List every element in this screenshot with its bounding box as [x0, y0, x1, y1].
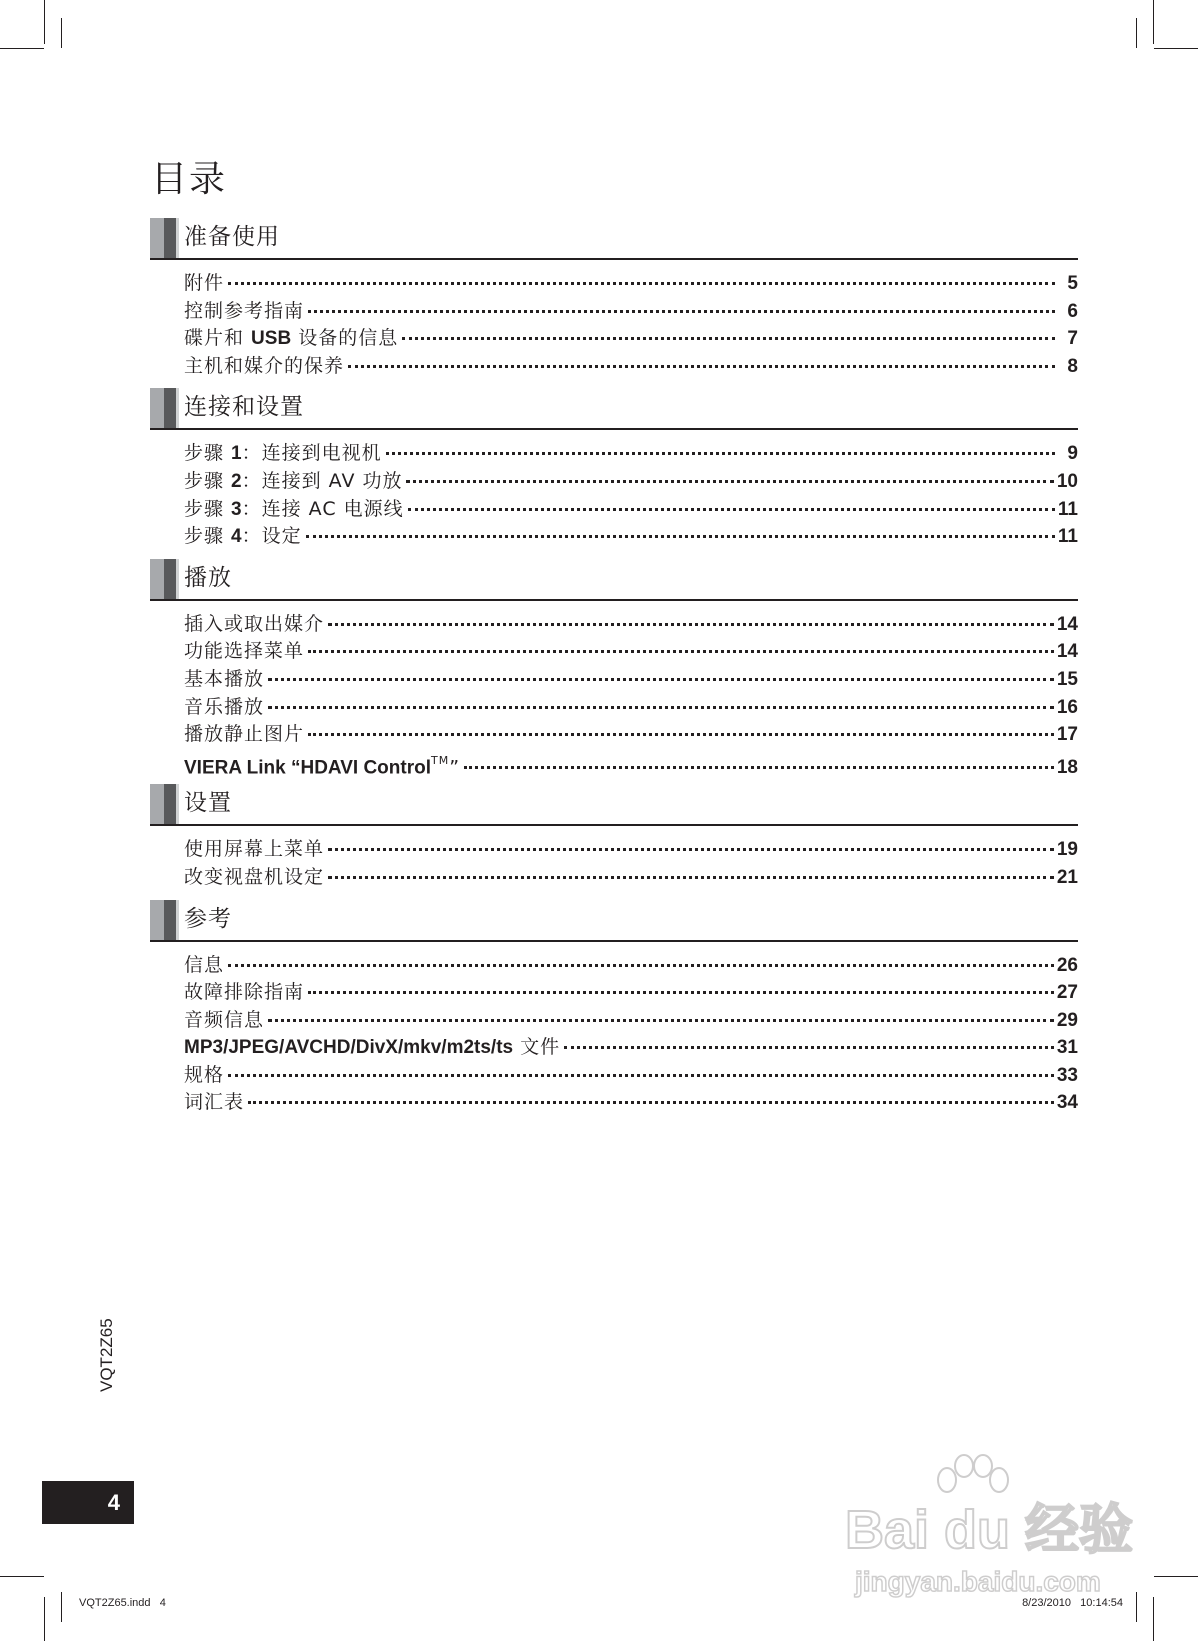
- toc-page-number: 15: [1056, 668, 1078, 690]
- toc-entry-bold-text: VIERA Link “HDAVI Control: [184, 757, 431, 779]
- section-header: [150, 218, 1078, 260]
- toc-entry-label: [184, 270, 224, 298]
- dot-leader: [308, 987, 1054, 994]
- toc-entry[interactable]: [184, 836, 1078, 864]
- toc-entry[interactable]: [184, 468, 1078, 496]
- page-title: 目录: [151, 159, 228, 200]
- toc-page-number: 34: [1056, 1092, 1078, 1114]
- toc-page-number: 18: [1056, 757, 1078, 779]
- toc-entry-text: 播放静止图片: [184, 723, 305, 746]
- toc-entry-text: 音乐播放: [184, 695, 265, 718]
- section-marker: [164, 559, 176, 599]
- toc-entry-text: 信息: [184, 953, 225, 976]
- toc-entry-bold-text: 4: [231, 526, 242, 548]
- toc-page-number: 5: [1067, 273, 1078, 294]
- footer-date-info: 8/23/2010 10:14:54: [1022, 1597, 1123, 1609]
- toc-page-number: 17: [1056, 724, 1078, 746]
- toc-entry-list: [150, 611, 1078, 777]
- section-title: 播放: [184, 564, 232, 591]
- toc-page-number: 11: [1057, 498, 1078, 520]
- toc-entry-label: [184, 749, 460, 782]
- section-marker: [150, 559, 164, 599]
- toc-entry-suffix: ：连接 AC 电源线: [241, 497, 404, 520]
- toc-entry[interactable]: [184, 721, 1078, 749]
- toc-entry-text: 插入或取出媒介: [184, 612, 325, 635]
- toc-entry-suffix: 设备的信息: [291, 327, 399, 350]
- section-marker: [150, 900, 164, 940]
- watermark-logo-text: Bai du 经验: [845, 1500, 1134, 1560]
- toc-entry-list: [150, 270, 1078, 380]
- section-header: [150, 559, 1078, 601]
- toc-page-number: 14: [1056, 641, 1078, 663]
- dot-leader: [228, 960, 1054, 967]
- toc-entry[interactable]: [184, 1034, 1078, 1062]
- toc-entry[interactable]: [184, 864, 1078, 892]
- toc-page-number: 16: [1056, 696, 1078, 718]
- toc-entry[interactable]: [184, 440, 1078, 468]
- toc-section: [150, 388, 1078, 550]
- section-marker: [176, 900, 179, 940]
- toc-entry-label: [184, 836, 324, 864]
- dot-leader: [348, 361, 1055, 368]
- toc-entry-text: 步骤: [184, 497, 232, 520]
- toc-entry[interactable]: [184, 979, 1078, 1007]
- toc-entry-text: 词汇表: [184, 1091, 245, 1114]
- section-marker: [176, 784, 179, 824]
- toc-entry[interactable]: [184, 298, 1078, 326]
- section-marker: [150, 388, 164, 428]
- section-title: 设置: [184, 790, 232, 817]
- toc-entry-label: [184, 440, 382, 468]
- toc-page-number: 9: [1067, 443, 1078, 465]
- toc-entry-label: [184, 979, 304, 1007]
- toc-entry-label: [184, 694, 264, 722]
- dot-leader: [228, 1070, 1054, 1077]
- toc-entry-label: [184, 468, 402, 496]
- toc-entry[interactable]: [184, 353, 1078, 381]
- toc-entry[interactable]: [184, 952, 1078, 980]
- toc-page-number: 27: [1056, 982, 1078, 1004]
- toc-entry-list: [150, 836, 1078, 891]
- toc-entry-text: 基本播放: [184, 667, 265, 690]
- toc-entry[interactable]: [184, 694, 1078, 722]
- toc-section: [150, 218, 1078, 380]
- toc-entry-suffix: ：连接到电视机: [241, 442, 382, 465]
- dot-leader: [308, 646, 1054, 653]
- toc-entry-text: 附件: [184, 272, 225, 294]
- toc-entry-label: [184, 721, 304, 749]
- toc-page-number: 21: [1056, 866, 1078, 888]
- watermark: [845, 1450, 1134, 1600]
- toc-entry-label: [184, 325, 398, 353]
- section-marker: [164, 218, 176, 258]
- toc-entry-text: 控制参考指南: [184, 299, 305, 322]
- toc-entry[interactable]: [184, 325, 1078, 353]
- section-marker: [150, 784, 164, 824]
- section-header: [150, 784, 1078, 826]
- toc-entry-text: 主机和媒介的保养: [184, 354, 345, 377]
- section-marker: [164, 784, 176, 824]
- toc-page-number: 14: [1056, 613, 1078, 635]
- toc-entry-text: 音频信息: [184, 1008, 265, 1031]
- dot-leader: [308, 729, 1054, 736]
- dot-leader: [308, 306, 1055, 313]
- section-header: [150, 900, 1078, 942]
- dot-leader: [386, 448, 1055, 455]
- section-marker: [164, 900, 176, 940]
- section-header: [150, 388, 1078, 430]
- dot-leader: [328, 619, 1054, 626]
- page-number: 4: [42, 1481, 134, 1524]
- section-title: 连接和设置: [184, 394, 304, 421]
- toc-entry-text: 改变视盘机设定: [184, 865, 325, 888]
- toc-entry-label: [184, 666, 264, 694]
- watermark-url: jingyan.baidu.com: [855, 1566, 1101, 1597]
- toc-entry-label: [184, 298, 304, 326]
- toc-entry-text: 碟片和: [184, 327, 252, 350]
- section-marker: [176, 559, 179, 599]
- trademark-mark: TM: [431, 753, 450, 767]
- dot-leader: [248, 1097, 1054, 1104]
- toc-entry-text: 规格: [184, 1063, 225, 1086]
- toc-page-number: 8: [1067, 355, 1078, 377]
- toc-entry-text: 使用屏幕上菜单: [184, 838, 325, 861]
- model-code: VQT2Z65: [97, 1318, 116, 1392]
- toc-page-number: 29: [1056, 1009, 1078, 1031]
- toc-entry-text: 故障排除指南: [184, 981, 305, 1004]
- toc-entry-text: 功能选择菜单: [184, 640, 305, 663]
- toc-section: [150, 559, 1078, 777]
- toc-entry-suffix: ：连接到 AV 功放: [241, 469, 403, 492]
- toc-entry-label: [184, 496, 404, 524]
- toc-page-number: 7: [1067, 328, 1078, 350]
- toc-entry[interactable]: [184, 496, 1078, 524]
- toc-entry-label: [184, 638, 304, 666]
- toc-entry-suffix: ：设定: [241, 525, 302, 548]
- toc-entry-text: 步骤: [184, 469, 232, 492]
- toc-entry[interactable]: [184, 1062, 1078, 1090]
- dot-leader: [268, 1015, 1054, 1022]
- toc-entry[interactable]: [184, 1089, 1078, 1117]
- toc-entry-list: [150, 440, 1078, 550]
- section-marker: [150, 218, 164, 258]
- dot-leader: [328, 844, 1054, 851]
- toc-entry[interactable]: [184, 638, 1078, 666]
- toc-entry-label: [184, 1062, 224, 1090]
- toc-entry[interactable]: [184, 666, 1078, 694]
- section-marker: [164, 388, 176, 428]
- toc-entry-bold-text: 2: [231, 470, 242, 492]
- toc-page-number: 33: [1056, 1064, 1078, 1086]
- dot-leader: [268, 674, 1054, 681]
- dot-leader: [408, 504, 1055, 511]
- toc-entry[interactable]: [184, 1007, 1078, 1035]
- dot-leader: [328, 872, 1054, 879]
- toc-entry-label: [184, 864, 324, 892]
- dot-leader: [228, 278, 1055, 285]
- toc-entry-label: [184, 611, 324, 639]
- toc-page-number: 11: [1057, 526, 1078, 548]
- toc-entry-label: [184, 1007, 264, 1035]
- section-marker: [176, 388, 179, 428]
- toc-entry-list: [150, 952, 1078, 1118]
- toc-entry-bold-text: 3: [231, 498, 242, 520]
- dot-leader: [268, 702, 1054, 709]
- table-of-contents: [150, 218, 1078, 1125]
- toc-entry-label: [184, 353, 344, 381]
- toc-page-number: 26: [1056, 954, 1078, 976]
- toc-entry-label: [184, 1034, 560, 1062]
- toc-entry-text: 步骤: [184, 525, 232, 548]
- toc-entry-label: [184, 523, 302, 551]
- dot-leader: [564, 1042, 1054, 1049]
- toc-section: [150, 900, 1078, 1118]
- toc-entry-suffix: ”: [449, 756, 461, 779]
- toc-entry[interactable]: [184, 270, 1078, 298]
- footer-file-info: VQT2Z65.indd 4: [79, 1597, 166, 1609]
- section-marker: [176, 218, 179, 258]
- dot-leader: [464, 762, 1054, 769]
- toc-entry[interactable]: [184, 523, 1078, 551]
- toc-entry-bold-text: USB: [251, 328, 292, 350]
- toc-entry-bold-text: MP3/JPEG/AVCHD/DivX/mkv/m2ts/ts: [184, 1037, 514, 1059]
- section-title: 参考: [184, 905, 232, 932]
- toc-page-number: 31: [1056, 1037, 1078, 1059]
- dot-leader: [406, 476, 1053, 483]
- toc-page-number: 6: [1067, 300, 1078, 322]
- toc-entry[interactable]: [184, 611, 1078, 639]
- toc-entry-label: [184, 1089, 244, 1117]
- dot-leader: [402, 333, 1055, 340]
- toc-page-number: 10: [1056, 470, 1078, 492]
- toc-section: [150, 784, 1078, 891]
- toc-entry-label: [184, 952, 224, 980]
- toc-entry-text: 步骤: [184, 442, 232, 465]
- toc-entry[interactable]: [184, 749, 1078, 777]
- toc-entry-bold-text: 1: [231, 443, 242, 465]
- toc-page-number: 19: [1056, 839, 1078, 861]
- toc-entry-suffix: 文件: [513, 1036, 561, 1059]
- section-title: 准备使用: [184, 224, 280, 250]
- dot-leader: [306, 531, 1055, 538]
